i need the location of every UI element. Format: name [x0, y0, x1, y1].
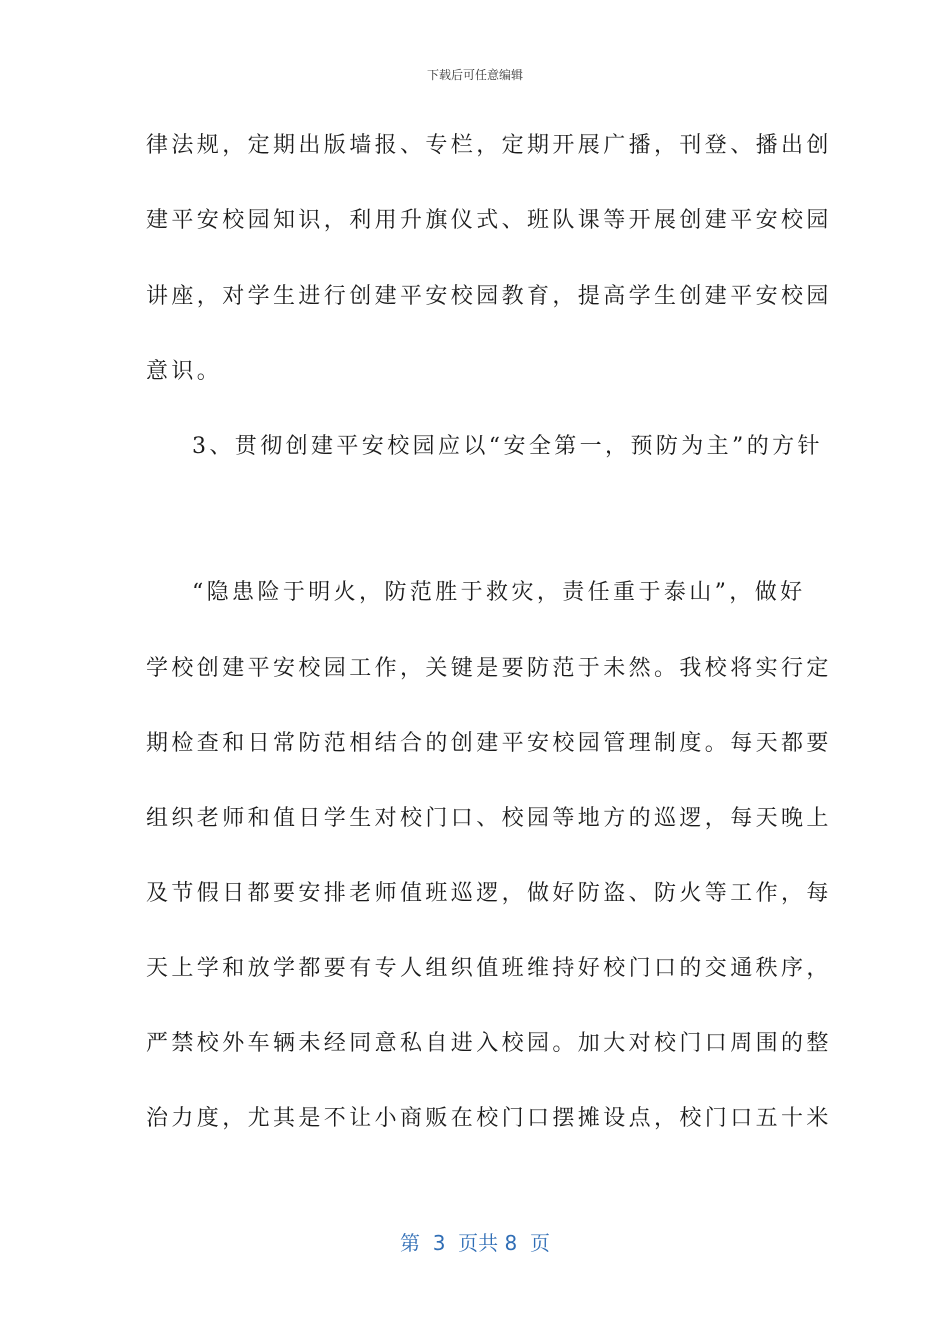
body-line: 组织老师和值日学生对校门口、校园等地方的巡逻，每天晚上 [146, 806, 832, 831]
body-line: 治力度，尤其是不让小商贩在校门口摆摊设点，校门口五十米 [146, 1106, 832, 1131]
body-line: 律法规，定期出版墙报、专栏，定期开展广播，刊登、播出创 [146, 133, 832, 158]
body-line: 学校创建平安校园工作，关键是要防范于未然。我校将实行定 [146, 656, 832, 681]
body-line: 严禁校外车辆未经同意私自进入校园。加大对校门口周围的整 [146, 1031, 832, 1056]
body-line: “隐患险于明火，防范胜于救灾，责任重于泰山”，做好 [192, 580, 806, 605]
page-header-note: 下载后可任意编辑 [426, 68, 523, 82]
body-line: 意识。 [146, 359, 223, 384]
body-line: 讲座，对学生进行创建平安校园教育，提高学生创建平安校园 [146, 284, 832, 309]
body-line: 及节假日都要安排老师值班巡逻，做好防盗、防火等工作，每 [146, 881, 832, 906]
page-number: 第 3 页共 8 页 [400, 1231, 550, 1255]
body-line: 期检查和日常防范相结合的创建平安校园管理制度。每天都要 [146, 731, 832, 756]
section-heading: 3、贯彻创建平安校园应以“安全第一，预防为主”的方针 [192, 434, 823, 459]
body-line: 建平安校园知识，利用升旗仪式、班队课等开展创建平安校园 [146, 208, 832, 233]
body-line: 天上学和放学都要有专人组织值班维持好校门口的交通秩序， [146, 956, 832, 981]
